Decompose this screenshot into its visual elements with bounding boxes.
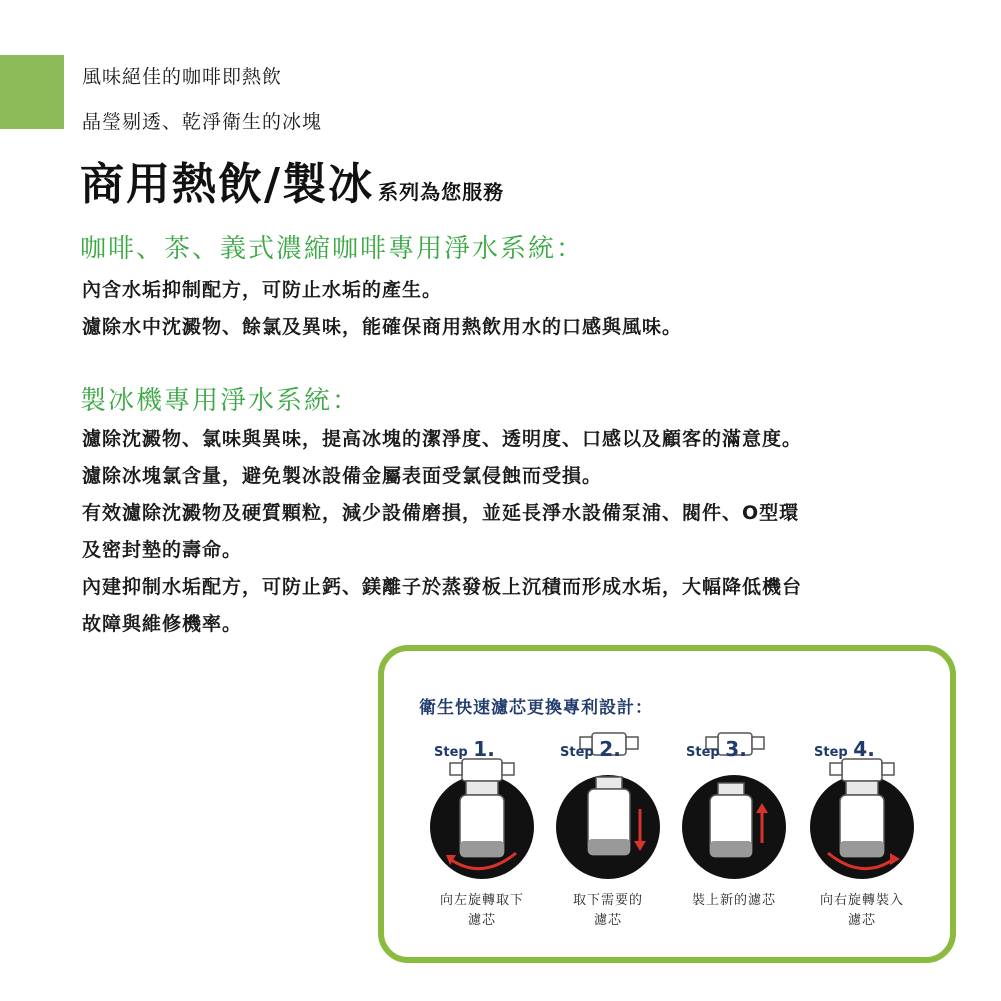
section-title-coffee: 咖啡、茶、義式濃縮咖啡專用淨水系統： [80, 234, 585, 264]
step-1 [422, 731, 542, 941]
list-item: 有效濾除沈澱物及硬質顆粒，減少設備磨損，並延長淨水設備泵浦、閥件、O型環 [82, 502, 800, 524]
section-ice-list [82, 421, 962, 643]
intro-line-2: 晶瑩剔透、乾淨衛生的冰塊 [82, 111, 323, 133]
intro-line-1: 風味絕佳的咖啡即熱飲 [82, 66, 283, 88]
list-item: 濾除冰塊氯含量，避免製冰設備金屬表面受氯侵蝕而受損。 [82, 465, 603, 487]
headline-sub: 系列為您服務 [378, 180, 505, 204]
step-4 [802, 731, 922, 941]
page-headline [80, 148, 504, 212]
list-item: 內含水垢抑制配方，可防止水垢的產生。 [82, 279, 443, 301]
step-caption: 向右旋轉裝入 濾芯 [819, 893, 904, 928]
decorative-green-block [0, 55, 64, 129]
section-coffee-list [82, 272, 962, 346]
list-item: 及密封墊的壽命。 [82, 539, 243, 561]
list-item: 故障與維修機率。 [82, 613, 243, 635]
list-item: 濾除水中沈澱物、餘氯及異味，能確保商用熱飲用水的口感與風味。 [82, 316, 683, 338]
steps-title: 衛生快速濾芯更換專利設計： [419, 698, 653, 718]
filter-replacement-box [378, 645, 956, 963]
list-item: 濾除沈澱物、氯味與異味，提高冰塊的潔淨度、透明度、口感以及顧客的滿意度。 [82, 428, 803, 450]
step-caption: 向左旋轉取下 濾芯 [439, 893, 524, 928]
step-caption: 裝上新的濾芯 [691, 893, 776, 908]
section-title-ice: 製冰機專用淨水系統： [80, 386, 361, 416]
step-caption: 取下需要的 濾芯 [572, 893, 643, 928]
step-label: Step 2. [560, 737, 621, 761]
list-item: 內建抑制水垢配方，可防止鈣、鎂離子於蒸發板上沉積而形成水垢，大幅降低機台 [82, 576, 803, 598]
step-label: Step 3. [686, 737, 747, 761]
step-label: Step 4. [814, 737, 875, 761]
headline-main: 商用熱飲/製冰 [80, 159, 375, 210]
step-label: Step 1. [434, 737, 495, 761]
step-2 [548, 731, 668, 941]
step-3 [674, 731, 794, 941]
